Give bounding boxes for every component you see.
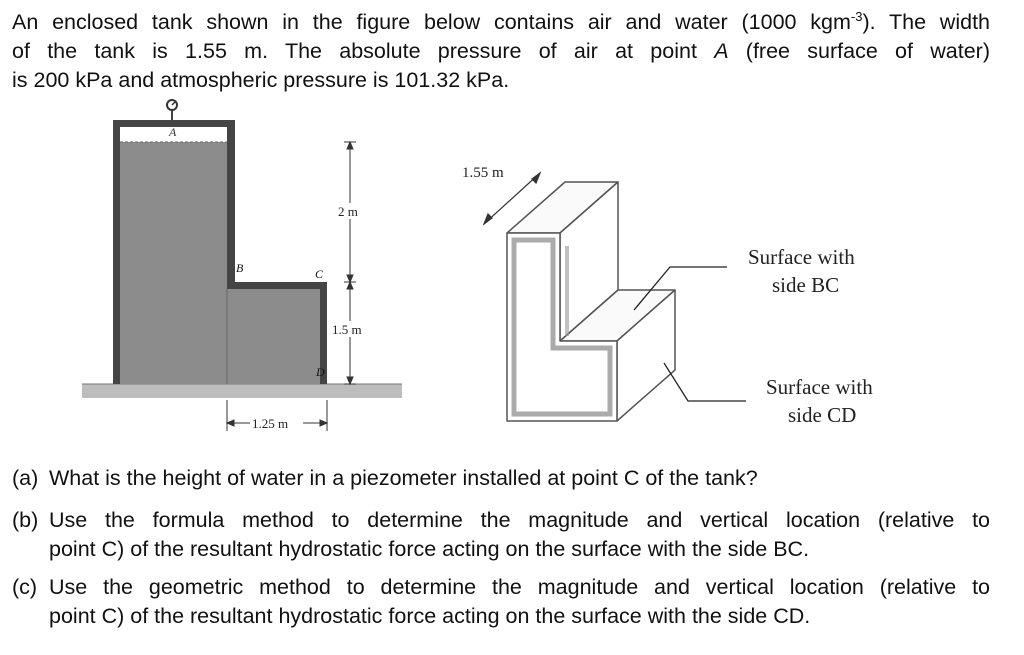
vertical-dimension-lines [344, 142, 356, 384]
problem-line-2: of the tank is 1.55 m. The absolute pressure of air at point A (free surface of water) [12, 39, 990, 63]
point-c-label: C [315, 267, 324, 281]
label-surface-bc-line2: side BC [772, 273, 840, 297]
problem-statement [12, 8, 990, 95]
tank-3d-body [507, 182, 675, 421]
dimension-1-5m: 1.5 m [332, 322, 362, 337]
problem-line-3: is 200 kPa and atmospheric pressure is 101.32 kPa. [12, 68, 510, 92]
question-c-label: (c) [12, 575, 38, 599]
ground [82, 384, 402, 398]
water-body [120, 142, 320, 384]
question-c-text-line1: Use the geometric method to determine the magnitude and vertical location (relative to [49, 575, 990, 599]
question-c [12, 573, 990, 631]
dimension-1-55m: 1.55 m [462, 165, 504, 181]
point-d-label: D [316, 365, 325, 379]
question-c-text-line2: point C) of the resultant hydrostatic force acting on the surface with the side CD. [49, 604, 811, 628]
dimension-2m: 2 m [338, 204, 358, 219]
question-b-label: (b) [12, 508, 39, 532]
question-b [12, 506, 990, 564]
question-a-text: What is the height of water in a piezometer installed at point C of the tank? [49, 466, 758, 490]
pressure-gauge-icon [167, 100, 177, 120]
point-a-label: A [169, 125, 177, 139]
label-surface-bc-line1: Surface with [748, 245, 855, 269]
question-a-label: (a) [12, 466, 39, 490]
leader-line-cd [664, 363, 746, 401]
tank-3d-view-figure [440, 150, 900, 440]
question-a [12, 464, 990, 493]
tank-cross-section-figure [70, 95, 415, 440]
question-b-text-line1: Use the formula method to determine the magnitude and vertical location (relative to [49, 508, 990, 532]
dimension-1-25m: 1.25 m [252, 416, 289, 431]
problem-line-1: An enclosed tank shown in the figure below contains air and water (1000 kgm$^{-3}$). The width [12, 9, 990, 34]
label-surface-cd-line2: side CD [788, 403, 857, 427]
label-surface-cd-line1: Surface with [766, 375, 873, 399]
point-b-label: B [236, 261, 244, 275]
question-b-text-line2: point C) of the resultant hydrostatic force acting on the surface with the side BC. [49, 537, 810, 561]
